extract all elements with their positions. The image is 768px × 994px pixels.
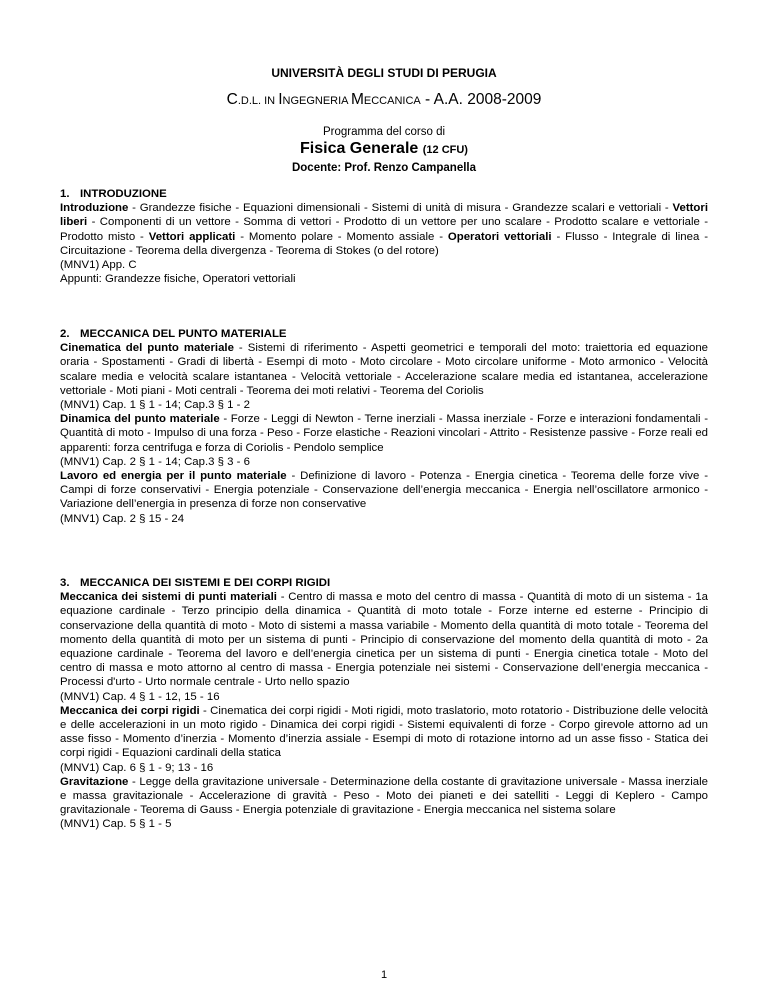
university-name: UNIVERSITÀ DEGLI STUDI DI PERUGIA	[271, 66, 497, 80]
reference-line: (MNV1) App. C	[60, 259, 137, 272]
section-heading: 3. MECCANICA DEI SISTEMI E DEI CORPI RIGIDI	[60, 577, 331, 589]
reference-line: (MNV1) Cap. 6 § 1 - 9; 13 - 16	[60, 761, 214, 774]
reference-line: (MNV1) Cap. 5 § 1 - 5	[60, 818, 172, 831]
course-credits: (12 CFU)	[422, 144, 468, 156]
instructor-line: Docente: Prof. Renzo Campanella	[291, 162, 477, 174]
page-number: 1	[380, 969, 388, 981]
reference-line: (MNV1) Cap. 2 § 15 - 24	[60, 512, 185, 525]
section-body: Dinamica del punto materiale - Forze - Leggi di Newton - Terne inerziali - Massa inerziale - Forze e interazioni fondamentali - Quantità di moto - Impulso di una forza - Peso - Forze elastiche - Reazioni vincolari - Attrito - Resistenze passive - Forze reali ed apparenti: forza centrifuga e forza di Coriolis - Pendolo semplice	[60, 413, 708, 454]
section-body: Lavoro ed energia per il punto materiale - Definizione di lavoro - Potenza - Energia cinetica - Teorema delle forze vive - Campi di forze conservativi - Energia potenziale - Conservazione dell’energia meccanica - Energia nell’oscillatore armonico - Variazione dell’energia in presenza di forze non conservative	[60, 470, 708, 511]
section-body: Gravitazione - Legge della gravitazione universale - Determinazione della costante di gravitazione universale - Massa inerziale e massa gravitazionale - Accelerazione di gravità - Peso - Moto dei pianeti e dei satelliti - Leggi di Keplero - Campo gravitazionale - Teorema di Gauss - Energia potenziale di gravitazione - Energia meccanica nel sistema solare	[60, 775, 708, 817]
section-heading: 1. INTRODUZIONE	[60, 188, 167, 200]
section-introduzione	[60, 187, 708, 286]
section-body: Meccanica dei corpi rigidi - Cinematica dei corpi rigidi - Moti rigidi, moto traslatorio, moto rotatorio - Distribuzione delle velocità e delle accelerazioni in un moto rigido - Dinamica dei corpi rigidi - Sistemi equivalenti di forze - Corpo girevole attorno ad un asse fisso - Momento d’inerzia - Momento d’inerzia assiale - Esempi di moto di rotazione intorno ad un asse fisso - Statica dei corpi rigidi - Equazioni cardinali della statica	[60, 704, 709, 760]
reference-line: (MNV1) Cap. 2 § 1 - 14; Cap.3 § 3 - 6	[60, 455, 250, 468]
section-heading: 2. MECCANICA DEL PUNTO MATERIALE	[60, 328, 287, 340]
reference-line: Appunti: Grandezze fisiche, Operatori vettoriali	[60, 273, 296, 286]
section-body: Cinematica del punto materiale - Sistemi di riferimento - Aspetti geometrici e temporali del moto: traiettoria ed equazione oraria - Spostamenti - Gradi di libertà - Esempi di moto - Moto circolare - Moto circolare uniforme - Moto armonico - Velocità scalare media e velocità scalare istantanea - Velocità vettoriale - Accelerazione scalare media ed istantanea, accelerazione vettoriale - Moti piani - Moti centrali - Teorema dei moti relativi - Teorema del Coriolis	[60, 342, 709, 397]
degree-course-line: C.D.L. IN INGEGNERIA MECCANICA - A.A. 2008-2009	[226, 91, 542, 108]
section-body: Introduzione - Grandezze fisiche - Equazioni dimensionali - Sistemi di unità di misura - Grandezze scalari e vettoriali - Vettori liberi - Componenti di un vettore - Somma di vettori - Prodotto di un vettore per uno scalare - Prodotto scalare e vettoriale - Prodotto misto - Vettori applicati - Momento polare - Momento assiale - Operatori vettoriali - Flusso - Integrale di linea - Circuitazione - Teorema della divergenza - Teorema di Stokes (o del rotore)	[60, 202, 708, 257]
section-meccanica-sistemi	[60, 576, 708, 832]
section-body: Meccanica dei sistemi di punti materiali - Centro di massa e moto del centro di massa - Quantità di moto di un sistema - 1a equazione cardinale - Terzo principio della dinamica - Quantità di moto totale - Forze interne ed esterne - Principio di conservazione della quantità di moto - Moto di sistemi a massa variabile - Momento della quantità di moto totale - Teorema del momento della quantità di moto per un sistema di punti - Principio di conservazione del momento della quantità di moto - 2a equazione cardinale - Teorema del lavoro e dell’energia cinetica per un sistema di punti - Energia cinetica totale - Moto del centro di massa e moto attorno al centro di massa - Energia potenziale nei sistemi - Conservazione dell’energia meccanica - Processi d'urto - Urto normale centrale - Urto nello spazio	[60, 591, 708, 689]
program-label: Programma del corso di	[322, 126, 446, 138]
reference-line: (MNV1) Cap. 4 § 1 - 12, 15 - 16	[60, 690, 220, 703]
reference-line: (MNV1) Cap. 1 § 1 - 14; Cap.3 § 1 - 2	[60, 399, 250, 412]
course-title: Fisica Generale (12 CFU)	[300, 140, 468, 157]
section-meccanica-punto	[60, 327, 708, 526]
